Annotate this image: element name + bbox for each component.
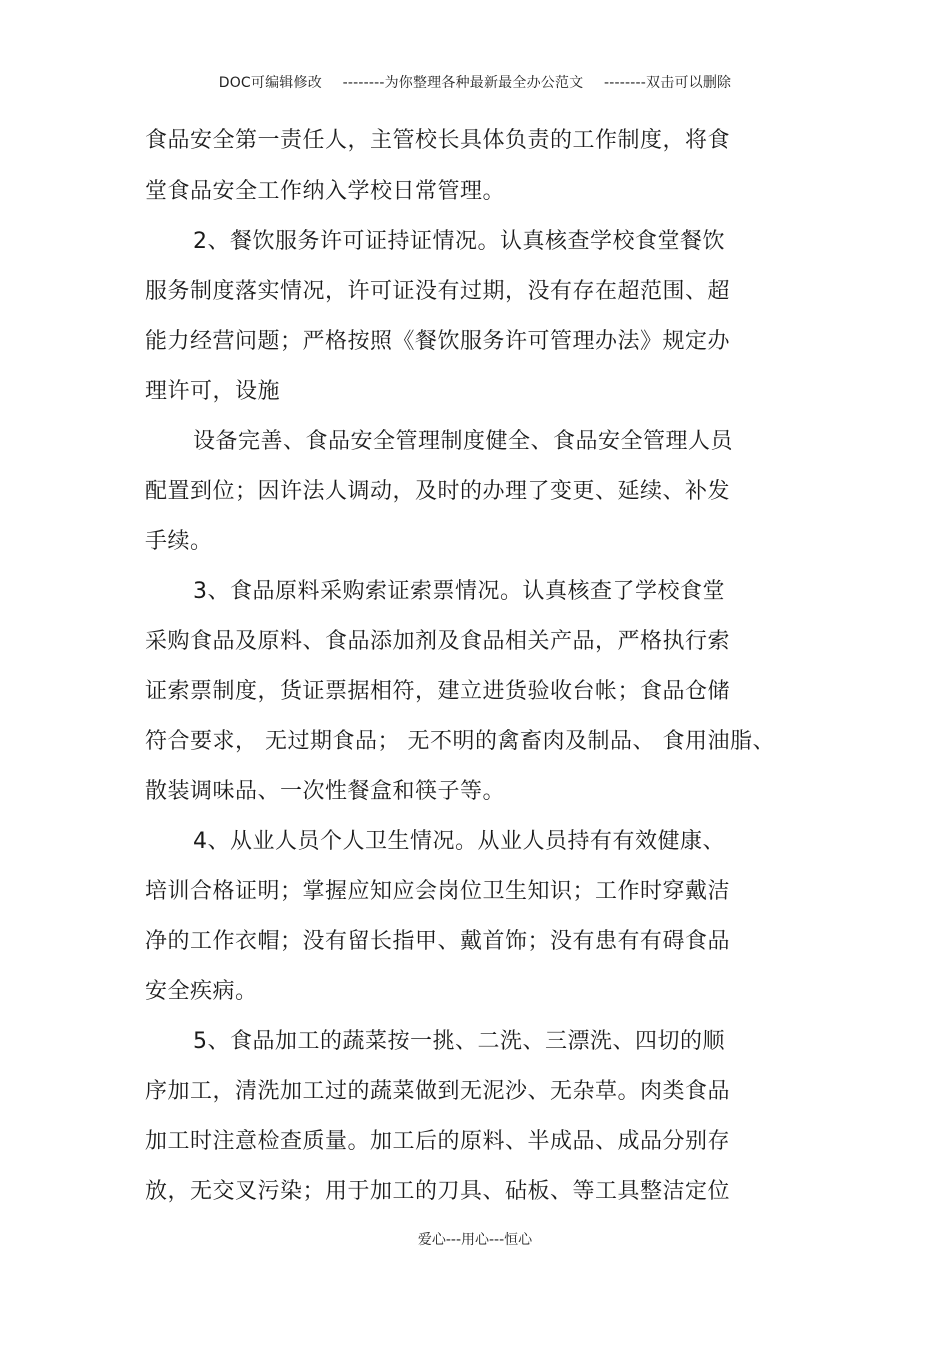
page-header [0,72,950,92]
body-line: 加工时注意检查质量。加工后的原料、半成品、成品分别存 [145,1129,731,1154]
body-line: 服务制度落实情况，许可证没有过期，没有存在超范围、超 [145,279,731,304]
page-footer: 爱心---用心---恒心 [417,1232,533,1248]
body-line: 设备完善、食品安全管理制度健全、食品安全管理人员 [193,429,734,454]
body-line: 序加工，清洗加工过的蔬菜做到无泥沙、无杂草。肉类食品 [145,1079,731,1104]
body-line: 2、餐饮服务许可证持证情况。认真核查学校食堂餐饮 [193,229,725,254]
header-collection-note: --------为你整理各种最新最全办公范文 [342,75,584,91]
body-line: 理许可，设施 [145,379,281,404]
body-line: 配置到位；因许法人调动，及时的办理了变更、延续、补发 [145,479,731,504]
body-line: 食品安全第一责任人，主管校长具体负责的工作制度，将食 [145,128,731,153]
body-line: 散装调味品、一次性餐盒和筷子等。 [145,779,506,804]
body-line: 4、从业人员个人卫生情况。从业人员持有有效健康、 [193,829,725,854]
header-delete-note: --------双击可以删除 [604,75,732,91]
body-line: 采购食品及原料、食品添加剂及食品相关产品，严格执行索 [145,629,731,654]
body-line: 5、食品加工的蔬菜按一挑、二洗、三漂洗、四切的顺 [193,1029,725,1054]
body-line: 证索票制度，货证票据相符，建立进货验收台帐；食品仓储 [145,679,731,704]
body-line: 放，无交叉污染；用于加工的刀具、砧板、等工具整洁定位 [145,1179,731,1204]
body-line: 安全疾病。 [145,979,258,1004]
header-doc-label: DOC可编辑修改 [218,75,322,91]
body-line: 3、食品原料采购索证索票情况。认真核查了学校食堂 [193,579,725,604]
body-line: 堂食品安全工作纳入学校日常管理。 [145,179,506,204]
body-line: 手续。 [145,529,213,554]
body-line: 能力经营问题；严格按照《餐饮服务许可管理办法》规定办 [145,329,731,354]
body-line: 符合要求， 无过期食品； 无不明的禽畜肉及制品、 食用油脂、 [145,729,775,754]
body-line: 培训合格证明；掌握应知应会岗位卫生知识；工作时穿戴洁 [145,879,731,904]
body-line: 净的工作衣帽；没有留长指甲、戴首饰；没有患有有碍食品 [145,929,731,954]
